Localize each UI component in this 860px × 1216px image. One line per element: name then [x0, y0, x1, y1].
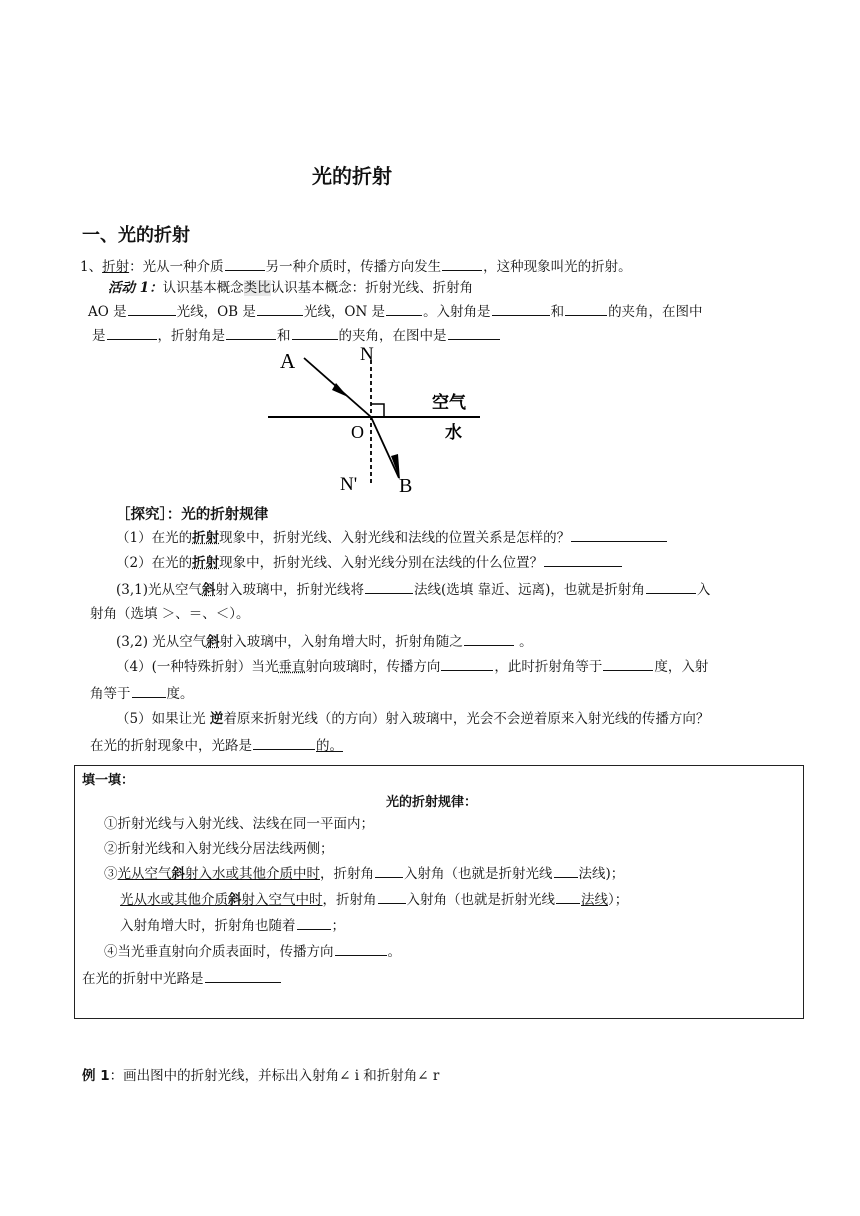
- label-water: 水: [445, 423, 462, 443]
- label-n-prime: N': [340, 474, 358, 494]
- label-air: 空气: [432, 393, 466, 413]
- blank: [544, 553, 622, 567]
- blank: [132, 684, 166, 698]
- rule-3: ③光从空气斜射入水或其他介质中时，折射角 入射角（也就是折射光线 法线)；: [104, 866, 625, 882]
- question-4-cont: 角等于 度。: [90, 686, 194, 702]
- label-o: O: [351, 422, 364, 442]
- rule-2: ②折射光线和入射光线分居法线两侧；: [104, 841, 334, 857]
- activity-line: 活动 1：认识基本概念类比认识基本概念：折射光线、折射角: [108, 280, 474, 296]
- blank: [464, 632, 514, 646]
- right-angle-mark: [371, 404, 384, 417]
- blank: [554, 864, 578, 878]
- blank: [646, 580, 696, 594]
- blank: [128, 302, 176, 316]
- blank: [365, 580, 413, 594]
- page-title: 光的折射: [312, 164, 392, 188]
- blank: [226, 326, 276, 340]
- label-b: B: [399, 475, 413, 494]
- blank: [292, 326, 338, 340]
- label-a: A: [280, 349, 296, 373]
- ao-line: AO 是 光线，OB 是 光线，ON 是 。入射角是 和 的夹角，在图中: [88, 304, 703, 320]
- blank: [556, 890, 580, 904]
- question-4: （4）(一种特殊折射）当光垂直射向玻璃时，传播方向 ，此时折射角等于 度，入射: [116, 659, 709, 675]
- label-n: N: [360, 344, 374, 365]
- rule-5: 在光的折射中光路是: [82, 969, 282, 988]
- blank: [257, 302, 303, 316]
- rule-4: ④当光垂直射向介质表面时，传播方向 。: [104, 944, 401, 960]
- example-1: 例 1：画出图中的折射光线，并标出入射角∠ i 和折射角∠ r: [82, 1068, 440, 1084]
- definition-line: 1、折射：光从一种介质 另一种介质时，传播方向发生 ，这种现象叫光的折射。: [80, 259, 632, 275]
- blank: [205, 969, 281, 983]
- question-5: （5）如果让光 逆着原来折射光线（的方向）射入玻璃中，光会不会逆着原来入射光线的传播方向？: [116, 711, 710, 727]
- explore-heading: ［探究］：光的折射规律: [116, 507, 269, 523]
- blank: [603, 657, 653, 671]
- rule-3-b: 光从水或其他介质斜射入空气中时，折射角 入射角（也就是折射光线 法线）；: [120, 892, 629, 908]
- refracted-ray: [371, 417, 399, 478]
- blank: [441, 657, 493, 671]
- question-5-cont: 在光的折射现象中，光路是 的。: [90, 738, 343, 754]
- blank: [571, 528, 667, 542]
- blank: [375, 864, 403, 878]
- rule-3-c: 入射角增大时，折射角也随着 ；: [120, 918, 345, 934]
- blank: [448, 326, 500, 340]
- question-3-2: (3,2) 光从空气斜射入玻璃中，入射角增大时，折射角随之 。: [116, 634, 533, 650]
- question-1: （1）在光的折射现象中，折射光线、入射光线和法线的位置关系是怎样的？: [116, 528, 668, 547]
- rule-1: ①折射光线与入射光线、法线在同一平面内；: [104, 816, 374, 832]
- blank: [565, 302, 607, 316]
- blank: [378, 890, 406, 904]
- fill-heading: 光的折射规律：: [386, 795, 478, 810]
- is-line: 是 ，折射角是 和 的夹角，在图中是: [92, 326, 501, 345]
- blank: [492, 302, 550, 316]
- blank: [297, 916, 331, 930]
- question-2: （2）在光的折射现象中，折射光线、入射光线分别在法线的什么位置？: [116, 553, 623, 572]
- question-3-1-cont: 射角（选填 ＞、＝、＜）。: [90, 606, 250, 622]
- refraction-diagram: [260, 344, 490, 494]
- blank: [253, 736, 315, 750]
- fill-label: 填一填：: [82, 773, 135, 788]
- blank: [107, 326, 157, 340]
- blank: [386, 302, 422, 316]
- blank: [225, 257, 265, 271]
- question-3-1: (3,1)光从空气斜射入玻璃中，折射光线将 法线(选填 靠近、远离)，也就是折射角 入: [116, 582, 711, 598]
- blank: [442, 257, 482, 271]
- section-heading: 一、光的折射: [82, 225, 190, 246]
- blank: [335, 942, 387, 956]
